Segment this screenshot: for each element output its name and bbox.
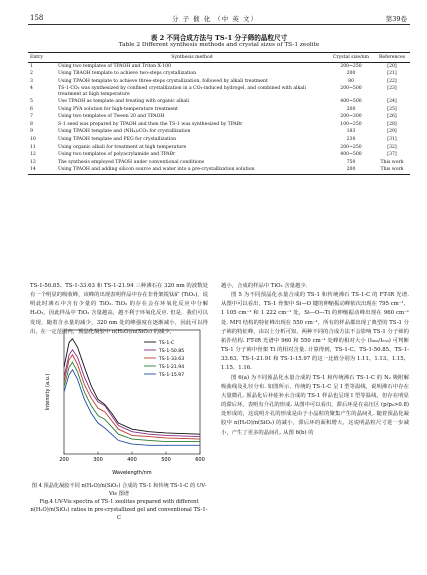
legend-label: TS-1-15.97	[159, 372, 185, 378]
cell-size: 750	[346, 159, 356, 165]
cell-entry: 14	[28, 166, 56, 174]
table-row	[28, 78, 410, 86]
table-row	[28, 151, 410, 159]
cell-reference: [23]	[387, 86, 397, 92]
cell-reference: [29]	[387, 129, 397, 135]
y-axis-label: Intensity (a.u.)	[45, 373, 51, 411]
legend-label: TS-1-21.94	[159, 364, 185, 370]
cell-reference: [32]	[387, 144, 397, 150]
cell-entry: 9	[30, 129, 33, 135]
header-rule	[28, 24, 410, 25]
x-tick-label: 600	[195, 457, 205, 463]
cell-reference: [20]	[387, 63, 397, 69]
cell-entry: 11	[30, 144, 36, 150]
cell-reference: [24]	[387, 99, 397, 105]
cell-reference: [25]	[387, 106, 397, 112]
cell-entry: 7	[30, 114, 33, 120]
cell-method: Using two templates of Tween 20 and TPAOH	[58, 114, 165, 120]
cell-size: 80	[348, 78, 354, 84]
cell-reference: This work	[380, 159, 404, 165]
cell-size: 200~250	[340, 144, 362, 150]
table-row	[28, 144, 410, 152]
cell-entry: 5	[30, 99, 33, 105]
cell-size: 200~250	[340, 63, 362, 69]
header-size: Crystal size/nm	[328, 53, 374, 63]
series-line-ts-1-50.85	[64, 350, 200, 437]
cell-size: 400~500	[340, 152, 362, 158]
right-paragraph-2: 图 6(a) 为不同预晶化水量合成的 TS-1 和传统沸石 TS-1-C 的 N₂ 吸附解吸曲线及孔径分布. 如图所示，传统的 TS-1-C 呈 I 型等温线，说明沸石中存在大量微孔. 预晶化后补硅补水合成的 TS-1 样品也呈现 I 型等温线，但存在明显的滞后环，表明有介孔的形成. 从图中可以看出，滞后环是在高压区 (p/p₀>0.8) 处形成的，这说明介孔的形成是由于小晶粒的聚集产生的晶间孔. 随着预晶化凝胶中 n(H₂O)/n(SiO₂) 的减小，滞后环的面积增大，这说明晶粒尺寸进一步减小，产生了更多的晶间孔. 从图 6(b) 的	[221, 374, 409, 436]
right-column	[221, 282, 409, 438]
x-axis-label: Wavelength/nm	[112, 470, 152, 476]
cell-reference: [26]	[387, 114, 397, 120]
cell-entry: 1	[30, 63, 33, 69]
figure-caption-cn: 图 4 预晶化凝胶不同 n(H₂O)/n(SiO₂) 合成的 TS-1 和传统 TS-1-C 的 UV-Vis 图谱	[31, 483, 207, 497]
table-row	[28, 129, 410, 137]
legend-label: TS-1-C	[159, 340, 175, 346]
synthesis-table	[28, 52, 410, 175]
cell-entry: 4	[30, 86, 33, 92]
table-row	[28, 99, 410, 107]
cell-reference: [37]	[387, 152, 397, 158]
cell-method: Using PVA solution for high-temperature treatment	[58, 106, 178, 112]
cell-method: Using TBAOH template to achieve two-steps crystallization	[58, 71, 197, 77]
cell-method: TS-1-CO₂ was synthesized by confined crystallization in a CO₂-induced hydrogel, and combined with alkali treatment at high temperature	[58, 86, 306, 97]
cell-size: 230	[346, 137, 356, 142]
cell-reference: [22]	[387, 78, 397, 84]
table-caption-cn: 表 2 不同合成方法与 TS-1 分子筛的晶粒尺寸	[150, 34, 288, 42]
cell-method: The synthesis employed TPAOH under conventional conditions	[58, 159, 205, 165]
cell-method: Using two templates of polyacrylamide and TPABr	[58, 152, 176, 158]
right-paragraph-0: 越小，合成的样品中 TiO₂ 含量越少.	[221, 283, 308, 289]
cell-method: Use TPAOH as template and treating with organic alkali	[58, 99, 190, 105]
cell-entry: 8	[30, 121, 33, 127]
cell-method: Using TPAOH template and (NH₄)₂CO₃ for crystallization	[58, 129, 191, 135]
table-row	[28, 85, 410, 98]
table-row	[28, 62, 410, 70]
cell-method: Using organic alkali for treatment at high temperature	[58, 144, 187, 150]
uv-vis-figure	[40, 324, 210, 482]
cell-method: Using TPAOH and adding silicon source and water into a pre-crystallization solution	[56, 166, 328, 174]
cell-entry: 10	[30, 137, 36, 142]
cell-reference: [21]	[387, 71, 397, 77]
table-body	[28, 62, 410, 174]
x-tick-label: 200	[59, 457, 69, 463]
series-line-ts-1-15.97	[64, 370, 200, 446]
cell-reference: [28]	[387, 121, 397, 127]
cell-entry: 12	[30, 152, 36, 158]
cell-entry: 13	[30, 159, 36, 165]
cell-size: 200	[328, 166, 374, 174]
table-row	[28, 70, 410, 78]
cell-entry: 3	[30, 78, 33, 84]
cell-size: 183	[346, 129, 356, 135]
table-row	[28, 114, 410, 122]
table-row	[28, 136, 410, 144]
figure-caption-en: Fig.4 UV-Vis spectra of TS-1 zeolites prepared with different n(H₂O)/n(SiO₂) ratios in pre-crystallized gel and conventional TS-1-C	[30, 499, 208, 521]
table-caption-en: Table 2 Different synthesis methods and crystal sizes of TS-1 zeolite	[118, 42, 320, 48]
cell-size: 200~300	[340, 114, 362, 120]
cell-method: Using TPAOH template to achieve three-steps crystallization, followed by alkali treatment	[58, 78, 268, 84]
left-paragraph: TS-1-50.85、TS-1-33.63 和 TS-1-21.94 三种沸石在 320 nm 的波数处有一个明显的吸收峰，该峰的出现表明样品中存在非骨架锐钛矿 (TiO₂)，说明此时沸石中含有少量的 TiO₂. TiO₂ 的存在会在环氧化反应中分解 H₂O₂，因此样品中 TiO₂ 含量越高，越不利于环氧化反应. 但是，我们可以发现，随着含水量的减少，320 nm 处的峰强度在逐渐减小，因此可以得出，在一定范围内，预晶化凝胶中 n(H₂O)/n(SiO₂) 的减少，	[30, 283, 208, 335]
volume-label: 第39卷	[385, 15, 407, 23]
right-paragraph-1: 图 5 为不同预晶化水量合成的 TS-1 和传统沸石 TS-1-C 的 FT-IR 光谱. 从图中可以看出，TS-1 骨架中 Si—O 键的伸缩振动峰依次出现在 795 cm⁻¹、1 105 cm⁻¹ 和 1 222 cm⁻¹ 处，Si—O—Ti 的伸缩振动峰出现在 960 cm⁻¹ 处. MFI 结构的特征峰出现在 550 cm⁻¹，所有的样品都出现了典型的 TS-1 分子筛的特征峰，由以上分析可知，两种不同的合成方法不会影响 TS-1 分子筛的拓扑结构. FT-IR 光谱中 960 和 550 cm⁻¹ 处峰的相对大小 (I₉₆₀/I₅₅₀) 可判断 TS-1 分子筛中骨架 Ti 的相对含量. 计算得到，TS-1-C、TS-1-50.85、TS-1-33.63、TS-1-21.91 和 TS-1-15.97 的这一比值分别为 1.11、1.13、1.15、1.15、1.16.	[221, 292, 409, 372]
header-entry: Entry	[28, 53, 56, 63]
uv-vis-chart	[40, 324, 210, 482]
x-tick-label: 300	[93, 457, 103, 463]
cell-method: Using two templates of TPAOH and Triton X-100	[58, 63, 172, 69]
table-row	[28, 159, 410, 167]
cell-entry: 6	[30, 106, 33, 112]
page-number: 158	[30, 14, 44, 22]
cell-size: 200	[346, 71, 356, 77]
figure-caption	[30, 482, 208, 522]
table-row	[28, 121, 410, 129]
cell-entry: 2	[30, 71, 33, 77]
cell-method: S-1 seed was prepared by TPAOH and then the TS-1 was synthesized by TPABr	[58, 121, 243, 127]
legend-label: TS-1-50.85	[159, 348, 185, 354]
journal-title: 分 子 催 化 （中 英 文）	[172, 15, 258, 23]
cell-method: Using TPAOH template and PEG for crystallization	[58, 137, 177, 142]
table-row	[28, 106, 410, 114]
cell-size: 200	[346, 106, 356, 112]
x-tick-label: 400	[127, 457, 137, 463]
table-row	[28, 166, 410, 174]
header-references: References	[374, 53, 410, 63]
legend-label: TS-1-33.63	[159, 356, 185, 362]
x-tick-label: 500	[161, 457, 171, 463]
header-method: Synthesis method	[56, 53, 328, 63]
cell-size: 400~500	[340, 99, 362, 105]
cell-size: 100~250	[340, 121, 362, 127]
cell-size: 200~500	[340, 86, 362, 92]
cell-reference: [31]	[387, 137, 397, 142]
cell-reference: This work	[374, 166, 410, 174]
table-header-row	[28, 53, 410, 63]
